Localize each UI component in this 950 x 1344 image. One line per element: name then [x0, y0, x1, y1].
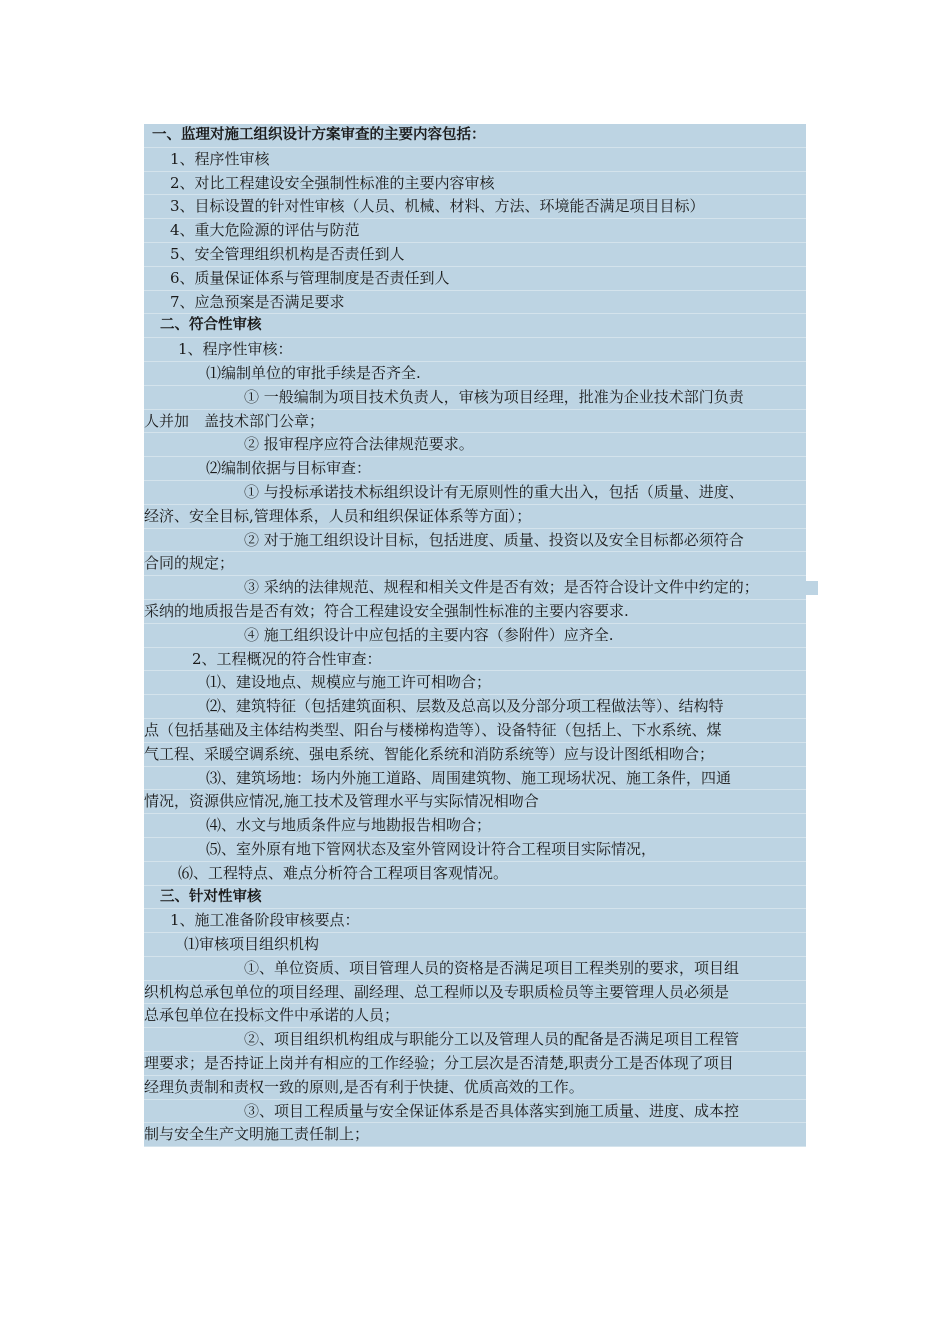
- text-line-row: [144, 457, 806, 481]
- text-line: 气工程、采暖空调系统、强电系统、智能化系统和消防系统等）应与设计图纸相吻合；: [144, 743, 806, 767]
- text-line: ③ 采纳的法律规范、规程和相关文件是否有效；是否符合设计文件中约定的；: [144, 576, 806, 600]
- text-line: ⑵、建筑特征（包括建筑面积、层数及总高以及分部分项工程做法等）、结构特: [144, 695, 806, 719]
- text-line: 理要求；是否持证上岗并有相应的工作经验；分工层次是否清楚,职责分工是否体现了项目: [144, 1052, 806, 1076]
- text-line-row: [144, 767, 806, 791]
- text-line-row: [144, 410, 806, 434]
- section-heading: 三、针对性审核: [144, 886, 806, 910]
- text-line-row: [144, 124, 806, 148]
- text-line-row: [144, 1123, 806, 1147]
- text-line-row: [144, 172, 806, 196]
- text-line-row: [144, 433, 806, 457]
- text-line: ⑴编制单位的审批手续是否齐全.: [144, 362, 806, 386]
- text-line-row: [144, 814, 806, 838]
- text-line: 合同的规定；: [144, 552, 806, 576]
- text-selection-marker: [806, 581, 818, 595]
- text-line: ⑹、工程特点、难点分析符合工程项目客观情况。: [144, 862, 806, 886]
- text-line-row: [144, 600, 806, 624]
- text-line: 1、施工准备阶段审核要点：: [144, 909, 806, 933]
- text-line-row: [144, 529, 806, 553]
- text-line: 1、程序性审核: [144, 148, 806, 172]
- text-line: 4、重大危险源的评估与防范: [144, 219, 806, 243]
- text-line-row: [144, 267, 806, 291]
- text-line: 织机构总承包单位的项目经理、副经理、总工程师以及专职质检员等主要管理人员必须是: [144, 981, 806, 1005]
- text-line: ③、项目工程质量与安全保证体系是否具体落实到施工质量、进度、成本控: [144, 1100, 806, 1124]
- text-line-row: [144, 291, 806, 315]
- text-line: 7、应急预案是否满足要求: [144, 291, 806, 315]
- text-line: ⑴、建设地点、规模应与施工许可相吻合；: [144, 671, 806, 695]
- text-line: 人并加 盖技术部门公章；: [144, 410, 806, 434]
- text-line-row: [144, 695, 806, 719]
- text-line-row: [144, 1004, 806, 1028]
- text-line-row: [144, 1100, 806, 1124]
- text-line: ②、项目组织机构组成与职能分工以及管理人员的配备是否满足项目工程管: [144, 1028, 806, 1052]
- text-line-row: [144, 624, 806, 648]
- text-line-row: [144, 362, 806, 386]
- text-line: 总承包单位在投标文件中承诺的人员；: [144, 1004, 806, 1028]
- text-line: 经理负责制和责权一致的原则,是否有利于快捷、优质高效的工作。: [144, 1076, 806, 1100]
- text-line: ⑵编制依据与目标审查：: [144, 457, 806, 481]
- text-line-row: [144, 909, 806, 933]
- text-line: 2、对比工程建设安全强制性标准的主要内容审核: [144, 172, 806, 196]
- text-line-row: [144, 719, 806, 743]
- text-line: 经济、安全目标,管理体系，人员和组织保证体系等方面）；: [144, 505, 806, 529]
- text-line-row: [144, 790, 806, 814]
- text-line-row: [144, 1076, 806, 1100]
- text-line: ⑷、水文与地质条件应与地勘报告相吻合；: [144, 814, 806, 838]
- text-line-row: [144, 219, 806, 243]
- text-line: 1、程序性审核：: [144, 338, 806, 362]
- text-line: ① 一般编制为项目技术负责人，审核为项目经理，批准为企业技术部门负责: [144, 386, 806, 410]
- text-line-row: [144, 862, 806, 886]
- text-line-row: [144, 314, 806, 338]
- text-line: ② 对于施工组织设计目标，包括进度、质量、投资以及安全目标都必须符合: [144, 529, 806, 553]
- text-line-row: [144, 576, 806, 600]
- text-line-row: [144, 886, 806, 910]
- text-line: 6、质量保证体系与管理制度是否责任到人: [144, 267, 806, 291]
- text-line: 2、工程概况的符合性审查：: [144, 648, 806, 672]
- text-line: 3、目标设置的针对性审核（人员、机械、材料、方法、环境能否满足项目目标）: [144, 195, 806, 219]
- text-line-row: [144, 1028, 806, 1052]
- text-line-row: [144, 1052, 806, 1076]
- text-line-row: [144, 386, 806, 410]
- text-line: ① 与投标承诺技术标组织设计有无原则性的重大出入，包括（质量、进度、: [144, 481, 806, 505]
- text-line: ② 报审程序应符合法律规范要求。: [144, 433, 806, 457]
- document-body: [144, 124, 806, 1147]
- text-line: ④ 施工组织设计中应包括的主要内容（参附件）应齐全.: [144, 624, 806, 648]
- text-line-row: [144, 838, 806, 862]
- text-line: ⑴审核项目组织机构: [144, 933, 806, 957]
- text-line: 采纳的地质报告是否有效；符合工程建设安全强制性标准的主要内容要求.: [144, 600, 806, 624]
- text-line-row: [144, 243, 806, 267]
- section-heading: 二、符合性审核: [144, 314, 806, 338]
- text-line-row: [144, 957, 806, 981]
- text-line-row: [144, 671, 806, 695]
- text-line-row: [144, 481, 806, 505]
- section-heading: 一、监理对施工组织设计方案审查的主要内容包括：: [144, 124, 806, 148]
- text-line: 点（包括基础及主体结构类型、阳台与楼梯构造等）、设备特征（包括上、下水系统、煤: [144, 719, 806, 743]
- text-line-row: [144, 552, 806, 576]
- text-line: 制与安全生产文明施工责任制上；: [144, 1123, 806, 1147]
- text-line: ⑶、建筑场地：场内外施工道路、周围建筑物、施工现场状况、施工条件，四通: [144, 767, 806, 791]
- text-line-row: [144, 648, 806, 672]
- text-line: 情况，资源供应情况,施工技术及管理水平与实际情况相吻合: [144, 790, 806, 814]
- text-line: ①、单位资质、项目管理人员的资格是否满足项目工程类别的要求，项目组: [144, 957, 806, 981]
- text-line-row: [144, 743, 806, 767]
- text-line-row: [144, 195, 806, 219]
- text-line: 5、安全管理组织机构是否责任到人: [144, 243, 806, 267]
- text-line-row: [144, 148, 806, 172]
- text-line-row: [144, 505, 806, 529]
- text-line-row: [144, 338, 806, 362]
- text-line-row: [144, 933, 806, 957]
- text-line-row: [144, 981, 806, 1005]
- text-line: ⑸、室外原有地下管网状态及室外管网设计符合工程项目实际情况，: [144, 838, 806, 862]
